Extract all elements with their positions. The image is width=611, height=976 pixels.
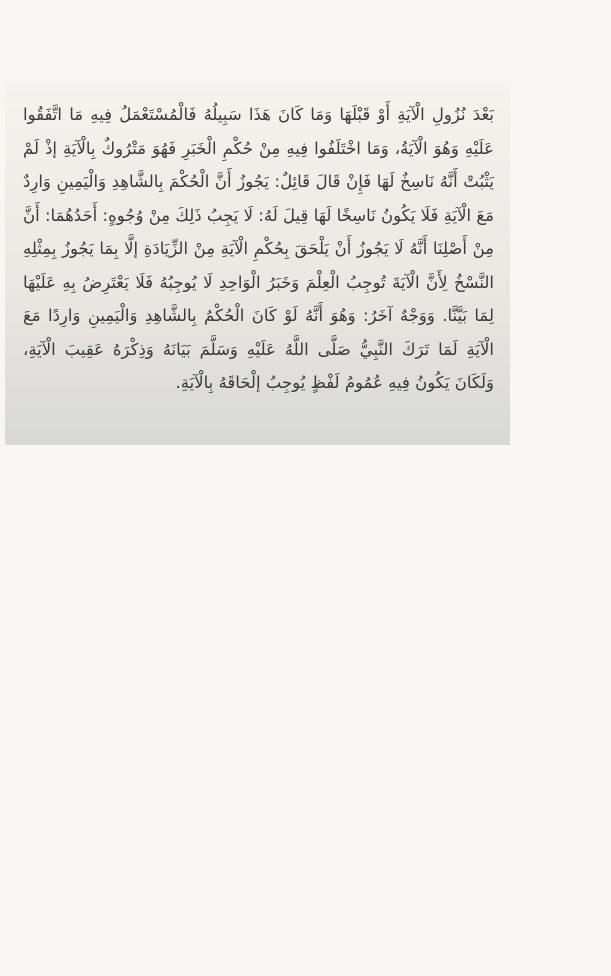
- passage-text: بَعْدَ نُزُولِ الْآيَةِ أَوْ قَبْلَهَا وَمَا كَانَ هَذَا سَبِيلُهُ فَالْمُسْتَعْمَلُ فِيهِ مَا اتَّفَقُوا عَلَيْهِ وَهُوَ الْآيَةُ، وَمَا اخْتَلَفُوا فِيهِ مِنْ حُكْمِ الْخَبَرِ فَهُوَ مَتْرُوكٌ بِالْآيَةِ إذْ لَمْ يَثْبُتْ أَنَّهُ نَاسِخٌ لَهَا فَإِنْ قَالَ قَائِلٌ: يَجُوزُ أَنَّ الْحُكْمَ بِالشَّاهِدِ وَالْيَمِينِ وَارِدٌ مَعَ الْآيَةِ فَلَا يَكُونُ نَاسِخًا لَهَا قِيلَ لَهُ: لَا يَجِبُ ذَلِكَ مِنْ وُجُوهٍ: أَحَدُهُمَا: أَنَّ مِنْ أَصْلِنَا أَنَّهُ لَا يَجُوزُ أَنْ يَلْحَقَ بِحُكْمِ الْآيَةِ مِنْ الزِّيَادَةِ إلَّا بِمَا يَجُوزُ بِمِثْلِهِ النَّسْخُ لِأَنَّ الْآيَةَ تُوجِبُ الْعِلْمَ وَخَبَرُ الْوَاحِدِ لَا يُوجِبُهُ فَلَا يَعْتَرِضُ بِهِ عَلَيْهَا لِمَا بَيَّنَّا. وَوَجْهٌ آخَرُ: وَهُوَ أَنَّهُ لَوْ كَانَ الْحُكْمُ بِالشَّاهِدِ وَالْيَمِينِ وَارِدًا مَعَ الْآيَةِ لَمَا تَرَكَ النَّبِيُّ صَلَّى اللَّهُ عَلَيْهِ وَسَلَّمَ بَيَانَهُ وَذِكْرَهُ عَقِيبَ الْآيَةِ، وَلَكَانَ يَكُونُ فِيهِ عُمُومُ لَفْظٍ يُوجِبُ إلْحَاقَهُ بِالْآيَةِ.: [23, 105, 494, 392]
- text-panel: [5, 84, 510, 445]
